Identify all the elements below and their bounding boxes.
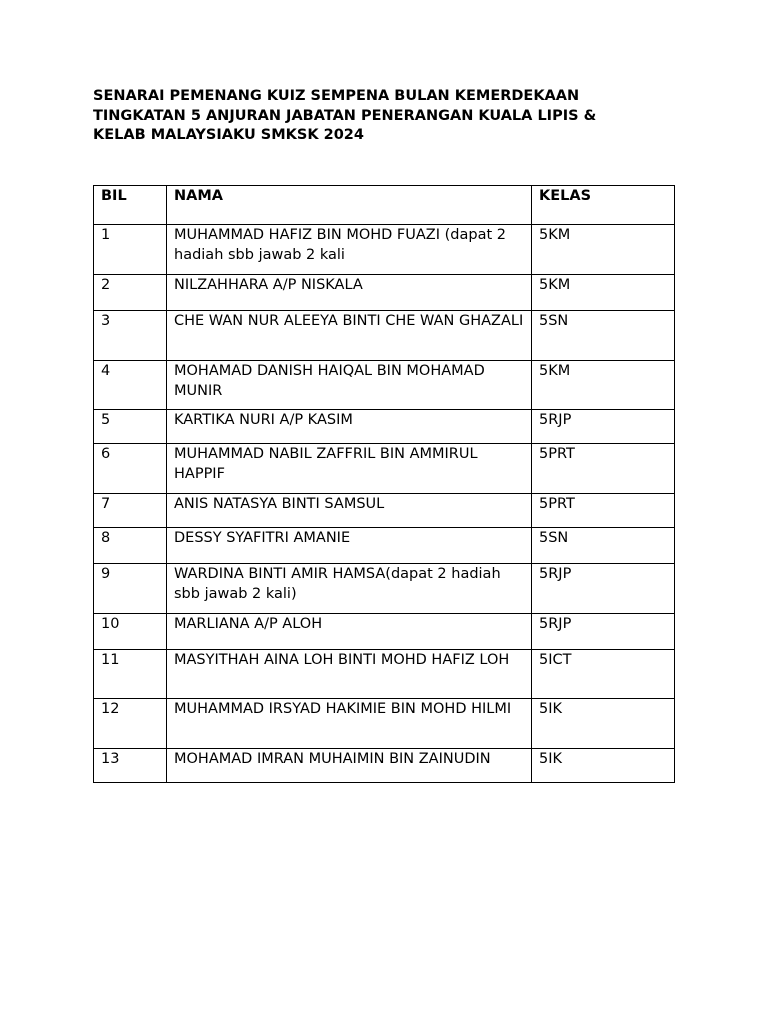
table-row <box>94 311 675 361</box>
cell-kelas: 5SN <box>532 311 675 361</box>
cell-bil: 4 <box>94 361 167 410</box>
document-title <box>93 87 653 146</box>
cell-kelas: 5PRT <box>532 494 675 528</box>
table-row <box>94 614 675 650</box>
cell-bil: 3 <box>94 311 167 361</box>
cell-bil: 12 <box>94 699 167 749</box>
table-row <box>94 494 675 528</box>
cell-kelas: 5SN <box>532 528 675 564</box>
winners-table <box>93 185 675 783</box>
cell-bil: 6 <box>94 444 167 494</box>
table-row <box>94 564 675 614</box>
cell-nama: ANIS NATASYA BINTI SAMSUL <box>167 494 532 528</box>
cell-bil: 9 <box>94 564 167 614</box>
table-row <box>94 410 675 444</box>
cell-bil: 13 <box>94 749 167 783</box>
cell-kelas: 5PRT <box>532 444 675 494</box>
cell-bil: 5 <box>94 410 167 444</box>
cell-nama: MOHAMAD IMRAN MUHAIMIN BIN ZAINUDIN <box>167 749 532 783</box>
cell-kelas: 5KM <box>532 275 675 311</box>
cell-nama: CHE WAN NUR ALEEYA BINTI CHE WAN GHAZALI <box>167 311 532 361</box>
header-kelas: KELAS <box>532 186 675 225</box>
table-row <box>94 749 675 783</box>
cell-bil: 2 <box>94 275 167 311</box>
cell-kelas: 5KM <box>532 361 675 410</box>
table-header-row <box>94 186 675 225</box>
header-nama: NAMA <box>167 186 532 225</box>
table-row <box>94 528 675 564</box>
cell-nama: DESSY SYAFITRI AMANIE <box>167 528 532 564</box>
title-line: SENARAI PEMENANG KUIZ SEMPENA BULAN KEMERDEKAAN <box>93 88 580 104</box>
cell-kelas: 5RJP <box>532 564 675 614</box>
cell-kelas: 5RJP <box>532 614 675 650</box>
table-row <box>94 361 675 410</box>
cell-nama: WARDINA BINTI AMIR HAMSA(dapat 2 hadiah sbb jawab 2 kali) <box>167 564 532 614</box>
cell-nama: MUHAMMAD HAFIZ BIN MOHD FUAZI (dapat 2 hadiah sbb jawab 2 kali <box>167 225 532 275</box>
cell-bil: 10 <box>94 614 167 650</box>
cell-nama: KARTIKA NURI A/P KASIM <box>167 410 532 444</box>
title-line: TINGKATAN 5 ANJURAN JABATAN PENERANGAN KUALA LIPIS & <box>93 107 597 124</box>
cell-bil: 11 <box>94 650 167 699</box>
title-line: KELAB MALAYSIAKU SMKSK 2024 <box>93 127 364 143</box>
cell-kelas: 5IK <box>532 699 675 749</box>
table-row <box>94 225 675 275</box>
cell-kelas: 5IK <box>532 749 675 783</box>
cell-nama: MARLIANA A/P ALOH <box>167 614 532 650</box>
cell-nama: MUHAMMAD NABIL ZAFFRIL BIN AMMIRUL HAPPIF <box>167 444 532 494</box>
cell-nama: NILZAHHARA A/P NISKALA <box>167 275 532 311</box>
table-row <box>94 699 675 749</box>
cell-kelas: 5KM <box>532 225 675 275</box>
header-bil: BIL <box>94 186 167 225</box>
table-row <box>94 650 675 699</box>
cell-bil: 7 <box>94 494 167 528</box>
table-row <box>94 444 675 494</box>
cell-kelas: 5ICT <box>532 650 675 699</box>
cell-nama: MASYITHAH AINA LOH BINTI MOHD HAFIZ LOH <box>167 650 532 699</box>
cell-bil: 8 <box>94 528 167 564</box>
cell-nama: MUHAMMAD IRSYAD HAKIMIE BIN MOHD HILMI <box>167 699 532 749</box>
cell-nama: MOHAMAD DANISH HAIQAL BIN MOHAMAD MUNIR <box>167 361 532 410</box>
cell-bil: 1 <box>94 225 167 275</box>
table-row <box>94 275 675 311</box>
cell-kelas: 5RJP <box>532 410 675 444</box>
